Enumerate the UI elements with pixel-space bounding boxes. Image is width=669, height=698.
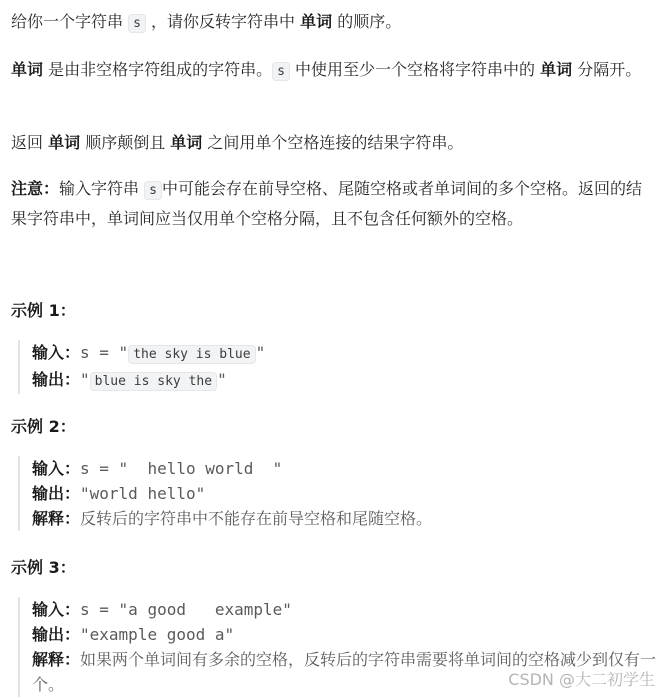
- inline-code: s: [144, 181, 162, 200]
- example-3-title: 示例 3：: [11, 558, 76, 577]
- bold-term: 单词: [300, 12, 333, 31]
- example-2-input: [32, 456, 669, 481]
- input-label: 输入：: [32, 343, 81, 362]
- example-1-output: [32, 367, 669, 394]
- explain-label: 解释：: [32, 509, 81, 528]
- text: 顺序颠倒且: [80, 133, 171, 152]
- output-label: 输出：: [32, 484, 81, 503]
- text: 中可能会存在前导空格、尾随空格或者单词间的多个空格。返回的结果字符串中，单词间应当仅用单个空格分隔，且不包含任何额外的空格。: [11, 179, 642, 228]
- output-prefix: ": [80, 370, 90, 389]
- example-1-block: [18, 340, 669, 394]
- example-2-output: [32, 481, 669, 506]
- inline-code: s: [128, 14, 146, 33]
- example-1-title: 示例 1：: [11, 301, 76, 320]
- example-2-explanation: [32, 506, 669, 531]
- input-value: s = " hello world ": [80, 459, 283, 478]
- input-suffix: ": [255, 343, 266, 362]
- output-label: 输出：: [32, 625, 81, 644]
- note-paragraph: [11, 175, 651, 233]
- explain-value: 如果两个单词间有多余的空格，反转后的字符串需要将单词间的空格减少到仅有一个。: [32, 650, 657, 694]
- output-label: 输出：: [32, 370, 81, 389]
- example-2-block: [18, 456, 669, 531]
- text: 中使用至少一个空格将字符串中的: [289, 60, 541, 79]
- text: 分隔开。: [572, 60, 642, 79]
- bold-term: 单词: [11, 60, 44, 79]
- text: 返回: [11, 133, 49, 152]
- text: 是由非空格字符组成的字符串。: [43, 60, 273, 79]
- intro-paragraph-3: [11, 129, 651, 157]
- inline-code: s: [272, 62, 290, 81]
- bold-term: 单词: [170, 133, 203, 152]
- example-3-input: [32, 597, 669, 622]
- input-label: 输入：: [32, 600, 81, 619]
- input-label: 输入：: [32, 459, 81, 478]
- bold-term: 单词: [540, 60, 573, 79]
- output-suffix: ": [217, 370, 227, 389]
- input-code: the sky is blue: [128, 345, 255, 364]
- output-value: "example good a": [80, 625, 235, 644]
- example-2-title: 示例 2：: [11, 417, 76, 436]
- csdn-watermark: CSDN @大二初学生: [508, 670, 655, 689]
- output-code: blue is sky the: [90, 372, 217, 391]
- input-prefix: s = ": [80, 343, 129, 362]
- text: 之间用单个空格连接的结果字符串。: [202, 133, 464, 152]
- text: ，请你反转字符串中: [145, 12, 301, 31]
- bold-term: 单词: [48, 133, 81, 152]
- example-1-input: [32, 340, 669, 367]
- output-value: "world hello": [80, 484, 206, 503]
- intro-paragraph-2: [11, 56, 651, 86]
- intro-paragraph-1: [11, 8, 651, 38]
- explain-value: 反转后的字符串中不能存在前导空格和尾随空格。: [80, 509, 433, 528]
- text: 给你一个字符串: [11, 12, 129, 31]
- explain-label: 解释：: [32, 650, 81, 669]
- text: 输入字符串: [59, 179, 145, 198]
- note-label: 注意：: [11, 179, 60, 198]
- text: 的顺序。: [332, 12, 402, 31]
- input-value: s = "a good example": [80, 600, 292, 619]
- example-3-output: [32, 622, 669, 647]
